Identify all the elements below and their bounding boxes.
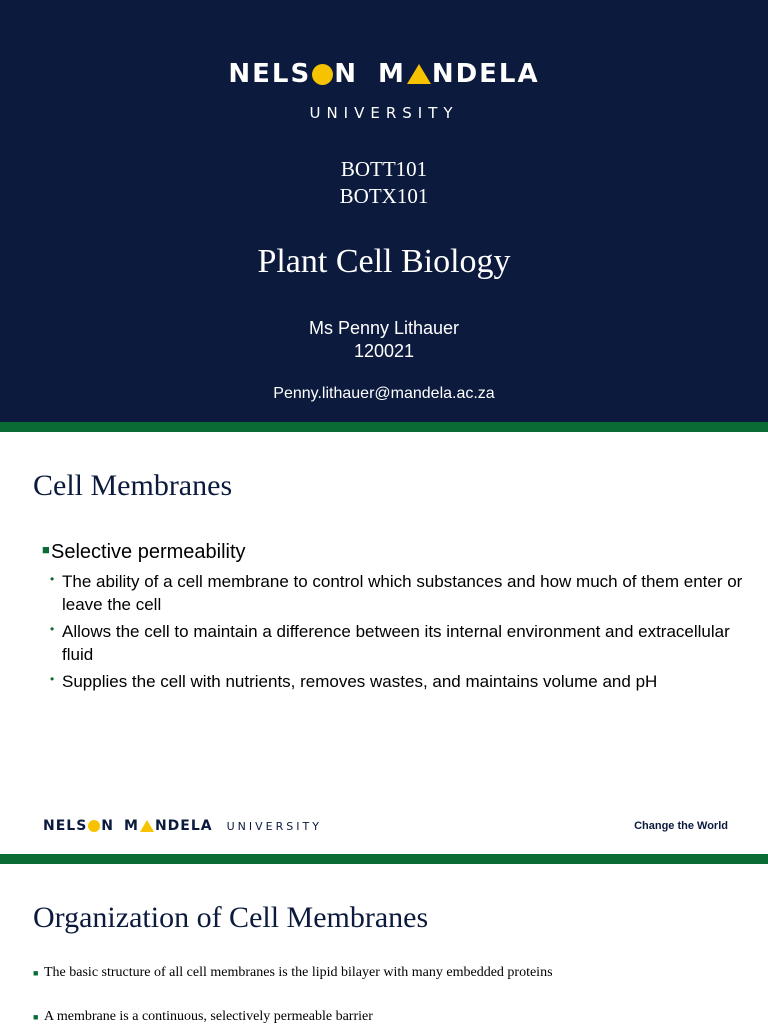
slide-title: Organization of Cell Membranes [33, 901, 429, 934]
lecturer-email: Penny.lithauer@mandela.ac.za [273, 385, 495, 402]
logo-text-part: N [334, 59, 358, 89]
sub-bullet [50, 670, 750, 693]
slide-divider [0, 854, 768, 864]
sub-bullet-list [50, 570, 750, 697]
bullet-dot-icon: • [50, 622, 55, 636]
footer-logo [43, 818, 322, 834]
course-codes [0, 156, 768, 210]
course-code: BOTX101 [339, 184, 429, 208]
sub-bullet-text: The ability of a cell membrane to control which substances and how much of them enter or leave the cell [62, 572, 743, 614]
logo-dot-icon [312, 64, 333, 85]
organization-slide [0, 864, 768, 1024]
slide-title: Cell Membranes [33, 469, 233, 502]
bullet-square-icon: ■ [42, 542, 50, 557]
slide-footer [0, 816, 768, 840]
logo-subtitle: UNIVERSITY [226, 819, 322, 833]
main-bullet-text: Selective permeability [51, 541, 246, 563]
university-logo [0, 58, 768, 122]
cell-membranes-slide [0, 432, 768, 854]
logo-subtitle: UNIVERSITY [309, 104, 459, 122]
logo-triangle-icon [407, 64, 431, 84]
bullet-dot-icon: • [50, 572, 55, 586]
lecturer-name: Ms Penny Lithauer [308, 318, 460, 338]
list-item [33, 964, 753, 982]
title-slide [0, 0, 768, 422]
logo-text-part: NELS [228, 59, 312, 89]
logo-text-part: M [124, 818, 139, 834]
logo-text-part: NDELA [431, 59, 540, 89]
lecturer-info [0, 317, 768, 363]
lecturer-id: 120021 [353, 341, 415, 361]
sub-bullet-text: Allows the cell to maintain a difference between its internal environment and extracellular fluid [62, 622, 730, 664]
logo-triangle-icon [140, 820, 154, 832]
logo-text-part: M [377, 59, 406, 89]
sub-bullet [50, 570, 750, 616]
logo-wordmark [228, 58, 539, 90]
course-code: BOTT101 [340, 157, 428, 181]
sub-bullet-text: Supplies the cell with nutrients, removes wastes, and maintains volume and pH [62, 672, 658, 691]
logo-text-part: N [101, 818, 115, 834]
list-item [33, 1008, 753, 1024]
sub-bullet [50, 620, 750, 666]
list-item-text: The basic structure of all cell membranes is the lipid bilayer with many embedded proteins [44, 965, 553, 980]
logo-text-part: NELS [43, 818, 88, 834]
list-item-text: A membrane is a continuous, selectively permeable barrier [44, 1009, 373, 1024]
bullet-list [33, 964, 753, 1024]
bullet-square-icon: ■ [33, 1012, 39, 1022]
slide-divider [0, 422, 768, 432]
bullet-dot-icon: • [50, 672, 55, 686]
bullet-square-icon: ■ [33, 968, 39, 978]
logo-text-part: NDELA [154, 818, 213, 834]
course-title: Plant Cell Biology [257, 243, 511, 280]
main-bullet [42, 540, 246, 564]
footer-tagline: Change the World [634, 820, 728, 832]
logo-dot-icon [88, 820, 100, 832]
